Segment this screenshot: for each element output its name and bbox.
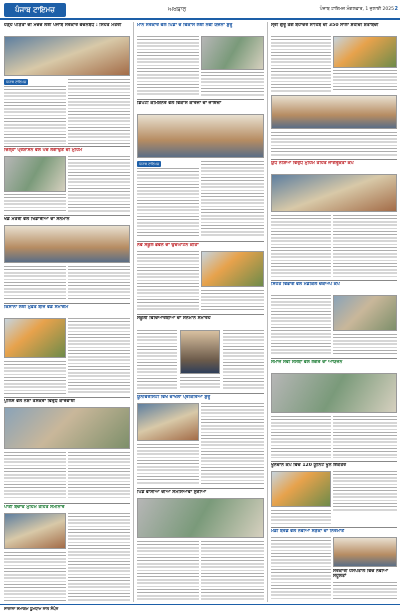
newspaper-logo: ਪੰਜਾਬ ਟਾਇਮਜ਼ [4,3,66,17]
news-photo [271,95,397,129]
portrait-photo [180,330,220,374]
article-body [137,168,199,238]
news-photo [4,156,66,192]
news-photo [201,36,264,70]
divider [4,215,130,216]
divider [271,358,397,359]
article-body [333,471,397,511]
article-body [180,377,220,390]
article-body [333,334,397,355]
headline: ਖੇਡ ਮੰਤਰੀ ਵੱਲੋਂ ਖਿਡਾਰੀਆਂ ਦਾ ਸਨਮਾਨ [4,217,70,222]
page-footer [0,604,400,612]
article-body [68,318,130,394]
masthead [0,0,400,20]
page-number: 2 [394,6,398,12]
news-photo [271,471,331,507]
headline: ਸਰਕਾਰੀ ਹਸਪਤਾਲ ਵਿੱਚ ਨਵੀਆਂ ਸਹੂਲਤਾਂ [333,569,389,580]
article-body [201,161,264,238]
article-body [271,416,331,458]
bureau-tag: ਪੰਜਾਬ ਟਾਇਮਜ਼ [6,80,27,84]
article-body [333,215,397,277]
divider [137,393,264,394]
article-body [271,295,331,355]
article-body [271,510,331,524]
headline: ਸ੍ਰੀ ਗੁਰੂ ਤੇਗ ਬਹਾਦਰ ਸਾਹਿਬ ਦੀ 350 ਸਾਲਾ ਸ਼ਹੀਦੀ ਸ਼ਤਾਬਦੀ [271,23,379,28]
headline: ਪਾਣੀ ਬਚਾਓ ਮੁਹਿੰਮ ਤਹਿਤ ਸੈਮੀਨਾਰ [4,505,65,510]
divider [137,314,264,315]
headline: ਯੂਨੀਵਰਸਿਟੀ ਵਿਖੇ ਦਾਖਲਾ ਪ੍ਰਕਿਰਿਆ ਸ਼ੁਰੂ [137,395,211,400]
article-body [4,266,66,300]
headline: ਸਿਹਤ ਵਿਭਾਗ ਵੱਲੋਂ ਮੈਡੀਕਲ ਚੈੱਕਅਪ ਕੈਂਪ [271,282,340,287]
article-body [4,86,66,144]
article-body [68,156,130,212]
headline: ਖੂਨਦਾਨ ਕੈਂਪ ਵਿੱਚ 120 ਯੂਨਿਟ ਖੂਨ ਇਕੱਤਰ [271,463,347,468]
news-photo [4,513,66,549]
article-body [68,452,130,500]
article-body [4,194,66,212]
headline: ਯੁੱਧ ਨਸ਼ਿਆਂ ਵਿਰੁੱਧ ਮੁਹਿੰਮ ਤਹਿਤ ਜਾਗਰੂਕਤਾ ਕੈਂਪ [271,161,354,166]
divider [271,159,397,160]
article-body [333,70,397,92]
headline: ਸਮਾਜ ਸੇਵੀ ਸੰਸਥਾ ਵੱਲੋਂ ਲੰਗਰ ਦਾ ਆਯੋਜਨ [271,360,343,365]
article-body [137,251,199,311]
dateline: ਪੰਜਾਬ ਟਾਇਮਜ਼ ਮੰਗਲਵਾਰ, 1 ਜੁਲਾਈ 2025 [319,7,394,12]
headline: ਕਿਸਾਨਾਂ ਲਈ ਮੁਫ਼ਤ ਬੀਜ ਵੰਡ ਸਮਾਗਮ [4,305,69,310]
news-photo [333,295,397,331]
news-photo [271,174,397,212]
article-body [271,215,331,277]
news-photo [333,537,397,567]
news-photo [201,251,264,287]
news-photo [4,407,130,449]
divider [4,397,130,398]
article-body [333,582,397,601]
article-body [68,79,130,144]
article-body [137,541,199,601]
headline: ਜ਼ਿਲ੍ਹਾ ਪ੍ਰਸ਼ਾਸਨ ਵੱਲੋਂ ਪੌਦੇ ਲਗਾਉਣ ਦੀ ਮੁਹਿੰਮ [4,148,83,153]
divider [271,461,397,462]
article-body [4,361,66,394]
headline: ਸਕੂਲੀ ਵਿਦਿਆਰਥੀਆਂ ਦਾ ਸਨਮਾਨ ਸਮਾਰੋਹ [137,316,211,321]
headline: ਮੰਡੀ ਬੋਰਡ ਵੱਲੋਂ ਨਵੀਆਂ ਸੜਕਾਂ ਦਾ ਨਿਰਮਾਣ [271,529,345,534]
article-body [271,36,331,92]
news-photo [4,225,130,263]
news-photo [271,373,397,413]
article-body [201,72,264,96]
news-photo [4,36,130,76]
article-body [4,552,66,601]
footer-headline: ਸਾਲਾਨਾ ਸਮਾਗਮ ਧੂਮਧਾਮ ਨਾਲ ਸੰਪੰਨ [4,606,59,611]
article-body [223,330,264,390]
section-title: ਅਖਬਾਰ [168,6,187,13]
article-body [201,541,264,601]
news-photo [137,403,199,441]
article-body [4,452,66,500]
article-body [201,290,264,311]
article-body [68,513,130,601]
article-body [68,266,130,300]
article-body [137,444,199,485]
column-rule [267,22,268,602]
divider [137,99,264,100]
headline: ਪਿੰਡ ਵਾਸੀਆਂ ਦੀਆਂ ਸਮੱਸਿਆਵਾਂ ਸੁਣੀਆਂ [137,490,207,495]
article-body [201,403,264,485]
news-photo [333,36,397,68]
headline: ਹੜ੍ਹ ਪੀੜਤਾਂ ਦੀ ਮਦਦ ਲਈ ਪੰਜਾਬ ਸਰਕਾਰ ਵਚਨਬੱਧ : ਸਿਹਤ ਮੰਤਰੀ [4,23,122,28]
article-body [271,132,397,156]
article-body [333,416,397,458]
headline: ਨਵੇਂ ਸਕੂਲ ਭਵਨ ਦਾ ਉਦਘਾਟਨ ਕੀਤਾ [137,243,199,248]
divider [271,280,397,281]
news-photo [137,498,264,538]
news-photo [137,114,264,158]
headline: ਪੁਲਿਸ ਵੱਲੋਂ ਨਸ਼ਾ ਤਸਕਰਾਂ ਵਿਰੁੱਧ ਕਾਰਵਾਈ [4,399,75,404]
headline: ਡਿਪਟੀ ਕਮਿਸ਼ਨਰ ਵੱਲੋਂ ਵਿਕਾਸ ਕਾਰਜਾਂ ਦਾ ਜਾਇਜ਼ਾ [137,101,222,106]
divider [137,488,264,489]
divider [137,241,264,242]
headline: ਮਾਨ ਸਰਕਾਰ ਵੱਲੋਂ ਪਿੰਡਾਂ ਦੇ ਵਿਕਾਸ ਲਈ ਨਵੀਂ ਯੋਜਨਾ ਸ਼ੁਰੂ [137,23,233,28]
divider [4,303,130,304]
divider [271,527,397,528]
divider [4,503,130,504]
news-photo [4,318,66,358]
article-body [137,330,177,390]
divider [4,146,130,147]
bureau-tag: ਪੰਜਾਬ ਟਾਇਮਜ਼ [139,162,160,166]
article-body [137,36,199,96]
article-body [271,537,331,601]
column-rule [133,22,134,602]
